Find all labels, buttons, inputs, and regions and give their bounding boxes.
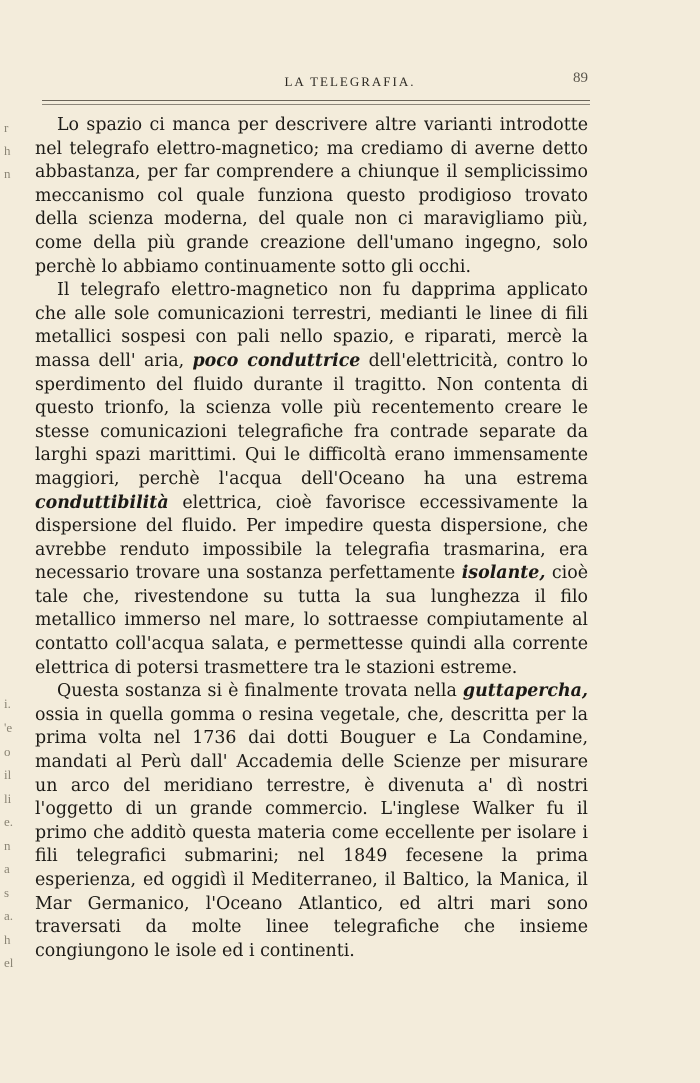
margin-fragment: a bbox=[4, 861, 10, 876]
margin-fragment: s bbox=[4, 885, 10, 900]
margin-fragment: el bbox=[4, 955, 14, 970]
italic-term: isolante, bbox=[461, 563, 546, 584]
paragraph-text: cioè tale che, rivestendone su tutta la sua lunghezza il filo metallico immerso nel mare, lo sottraesse compiutamente al contatto coll'acqua salata, e permettesse quindi alla corrente elettrica di potersi trasmettere tra le stazioni estreme. bbox=[35, 563, 588, 678]
margin-fragment: h bbox=[4, 143, 11, 158]
page-number: 89 bbox=[573, 70, 588, 86]
margin-fragment: a. bbox=[4, 908, 14, 923]
italic-term: guttapercha, bbox=[462, 681, 588, 702]
italic-term: poco conduttrice bbox=[192, 350, 361, 371]
paragraph bbox=[35, 279, 588, 680]
paragraph-text: Il telegrafo elettro-magnetico non fu dapprima applicato che alle sole comunicazioni terrestri, medianti le linee di fili metallici sospesi con pali nello spazio, e riparati, mercè la massa dell' aria, bbox=[35, 280, 588, 371]
margin-fragment: o bbox=[4, 744, 11, 759]
running-title: LA TELEGRAFIA. bbox=[284, 74, 416, 89]
paragraph-text: Lo spazio ci manca per descrivere altre varianti introdotte nel telegrafo elettro-magnetico; ma crediamo di averne detto abbastanza, per far comprendere a chiunque il semplicissimo meccanismo col quale funziona questo prodigioso trovato della scienza moderna, del quale non ci maravigliamo più, come della più grande creazione dell'umano ingegno, solo perchè lo abbiamo continuamente sotto gli occhi. bbox=[35, 115, 588, 277]
paragraph-text: ossia in quella gomma o resina vegetale, che, descritta per la prima volta nel 1736 dai dotti Bouguer e La Condamine, mandati al Perù dall' Accademia delle Scienze per misurare un arco del meridiano terrestre, è divenuta a' dì nostri l'oggetto di un grande commercio. L'inglese Walker fu il primo che additò questa materia come eccellente per isolare i fili telegrafici submarini; nel 1849 fecesene la prima esperienza, ed oggidì il Mediterraneo, il Baltico, la Manica, il Mar Germanico, l'Oceano Atlantico, ed altri mari sono traversati da molte linee telegrafiche che insieme congiungono le isole ed i continenti. bbox=[35, 704, 588, 961]
paragraph bbox=[35, 114, 588, 279]
paragraph-text: dell'elettricità, contro lo sperdimento del fluido durante il tragitto. Non contenta di questo trionfo, la scienza volle più recentemento creare le stesse comunicazioni telegrafiche fra contrade separate da larghi spazi marittimi. Qui le difficoltà erano immensamente maggiori, perchè l'acqua dell'Oceano ha una estrema bbox=[35, 350, 588, 489]
paragraph-text: Questa sostanza si è finalmente trovata nella bbox=[57, 681, 463, 702]
margin-fragment: i. bbox=[4, 696, 11, 711]
header-rule-secondary bbox=[42, 104, 590, 105]
italic-term: conduttibilità bbox=[35, 492, 169, 513]
paragraph-text: elettrica, cioè favorisce eccessivamente la dispersione del fluido. Per impedire questa dispersione, che avrebbe renduto impossibile la telegrafia trasmarina, era necessario trovare una sostanza perfettamente bbox=[35, 492, 588, 584]
body-text bbox=[35, 114, 588, 963]
margin-fragment: r bbox=[4, 120, 9, 135]
margin-fragment: e. bbox=[4, 814, 14, 829]
margin-fragment: n bbox=[4, 838, 11, 853]
margin-fragment: n bbox=[4, 166, 11, 181]
margin-fragment: li bbox=[4, 791, 12, 806]
margin-fragment: h bbox=[4, 932, 11, 947]
header-rule bbox=[42, 100, 590, 101]
paragraph bbox=[35, 680, 588, 963]
margin-fragment: 'e bbox=[4, 720, 13, 735]
margin-fragment: il bbox=[4, 767, 12, 782]
